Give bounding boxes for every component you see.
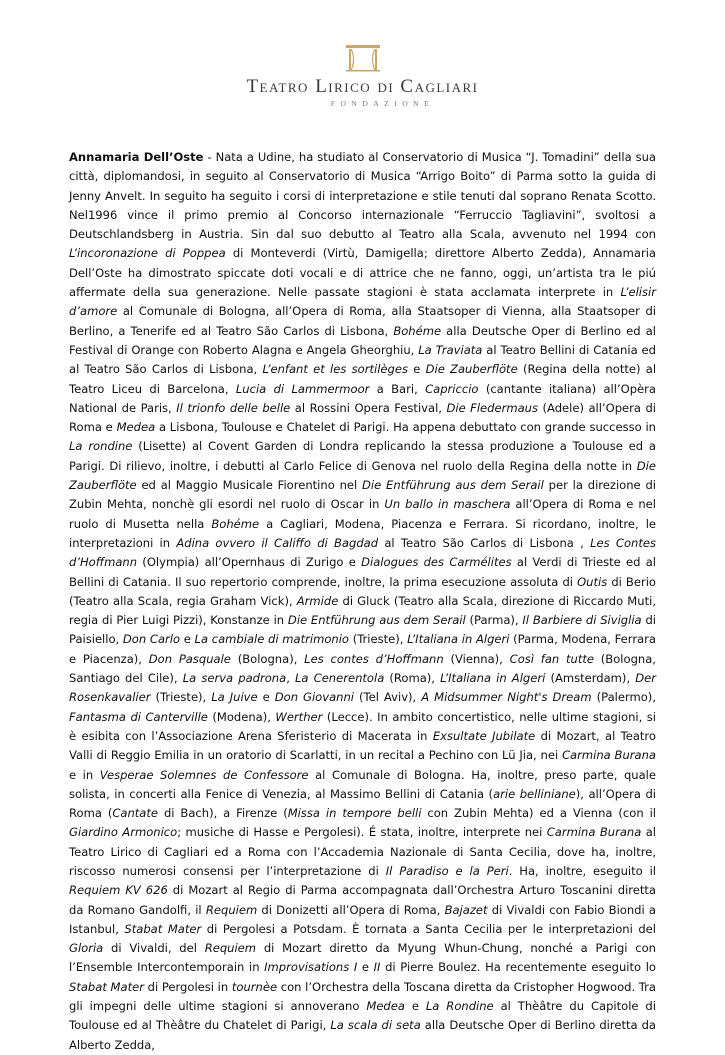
work-title: Improvisations I xyxy=(264,960,358,975)
bio-text: (Bologna), xyxy=(230,651,305,666)
bio-text: di Pergolesi in xyxy=(143,979,232,994)
work-title: Bohéme xyxy=(393,323,442,338)
bio-text: al Teatro São Carlos di Lisbona , xyxy=(378,535,591,550)
work-title: Les Contes d’Hoffmann xyxy=(69,535,656,570)
bio-text: (Tel Aviv), xyxy=(354,690,422,705)
work-title: Stabat Mater xyxy=(124,921,202,936)
bio-text: e xyxy=(257,690,275,705)
work-title: Così fan tutte xyxy=(509,651,595,666)
work-title: Exsultate Jubilate xyxy=(432,728,536,743)
work-title: Don Carlo xyxy=(122,632,181,647)
work-title: Die Zauberflöte xyxy=(69,458,656,493)
bio-text: (Palermo), xyxy=(591,690,656,705)
work-title: Carmina Burana xyxy=(561,748,656,763)
bio-text: di Donizetti all’Opera di Roma, xyxy=(257,902,445,917)
work-title: La serva padrona xyxy=(182,671,287,686)
bio-text: e xyxy=(404,999,426,1014)
work-title: La Rondine xyxy=(425,999,494,1014)
work-title: Die Entführung aus dem Serail xyxy=(287,613,466,628)
bio-text: al Verdi di Trieste ed al Bellini di Catania. Il suo repertorio comprende, inoltre, la prima esecuzione assoluta di xyxy=(69,555,656,589)
work-title: Missa in tempore belli xyxy=(287,806,422,821)
work-title: La cambiale di matrimonio xyxy=(194,632,349,647)
work-title: Requiem xyxy=(204,941,257,956)
work-title: Dialogues des Carmélites xyxy=(361,555,512,570)
work-title: Outis xyxy=(577,574,608,589)
work-title: Medea xyxy=(116,420,156,435)
bio-text: (Adele) all’Opera di Roma e xyxy=(69,400,657,435)
bio-text: di Mozart, al Teatro Valli di Reggio Emilia in un oratorio di Scarlatti, in un recital a Pechino con Lü Jia, nei xyxy=(69,728,656,763)
bio-text: (Trieste), xyxy=(150,690,212,705)
work-title: Bajazet xyxy=(444,902,488,917)
bio-text: al Teatro Bellini di Catania ed al Teatro São Carlos di Lisbona, xyxy=(69,342,656,377)
bio-text: (Amsterdam), xyxy=(545,671,636,686)
bio-text: ed al Maggio Musicale Fiorentino nel xyxy=(136,478,363,493)
work-title: L’elisir d’amore xyxy=(69,285,656,319)
bio-text: (Lisette) al Covent Garden di Londra replicando la stessa produzione a Toulouse ed a Parigi. Di rilievo, inoltre, i debutti al Carlo Felice di Genova nel ruolo della Regina della notte in xyxy=(69,439,656,473)
work-title: Il Paradiso e la Peri xyxy=(385,863,509,878)
biography-paragraph xyxy=(69,148,656,1055)
work-title: Stabat Mater xyxy=(69,979,144,994)
bio-text: al Comunale di Bologna, all’Opera di Roma, alla Staatsoper di Vienna, alla Staatsoper di Berlino, a Tenerife ed al Teatro São Carlos di Lisbona, xyxy=(69,304,656,338)
work-title: Carmina Burana xyxy=(546,825,642,840)
bio-text: al Comunale di Bologna. Ha, inoltre, preso parte, quale solista, in concerti alla Fenice di Venezia, al Massimo Bellini di Catania ( xyxy=(69,767,656,801)
bio-text: al Rossini Opera Festival, xyxy=(290,400,447,415)
bio-text: di Gluck (Teatro alla Scala, direzione di Riccardo Muti, regia di Pier Luigi Pizzi), Konstanze in xyxy=(69,593,656,628)
artist-name: Annamaria Dell’Oste xyxy=(69,150,204,164)
bio-text: ), all’Opera di Roma ( xyxy=(69,786,657,821)
bio-text: con l’Orchestra della Toscana diretta da Cristopher Hogwood. Tra gli impegni delle ultime stagioni si annoverano xyxy=(69,979,656,1014)
bio-text: a Bari, xyxy=(369,381,426,396)
bio-text: , xyxy=(286,671,295,686)
bio-text: e xyxy=(180,632,195,647)
bio-text: di Pierre Boulez. Ha recentemente eseguito lo xyxy=(380,960,656,975)
bio-text: (Regina della notte) al Teatro Liceu di Barcelona, xyxy=(69,362,657,396)
bio-text: - Nata a Udine, ha studiato al Conservatorio di Musica “J. Tomadini” della sua città, diplomandosi, in seguito al Conservatorio di Musica “Arrigo Boito” di Parma sotto la guida di Jenny Anvelt. In seguito ha seguito i corsi di interpretazione e stile tenuti dal soprano Renata Scotto. Nel1996 vince il primo premio al Concorso internazionale “Ferruccio Tagliavini”, svoltosi a Deutschlandsberg in Austria. Sin dal suo debutto al Teatro alla Scala, avvenuto nel 1994 con xyxy=(69,150,657,242)
work-title: tournèe xyxy=(231,979,278,994)
bio-text: al Teatro Lirico di Cagliari ed a Roma con l’Accademia Nazionale di Santa Cecilia, dove ha, inoltre, riscosso numerosi consensi per l’interpretazione di xyxy=(69,825,656,878)
work-title: Werther xyxy=(275,709,323,724)
work-title: Requiem xyxy=(205,902,258,917)
work-title: Cantate xyxy=(112,806,159,821)
work-title: Die Entführung aus dem Serail xyxy=(362,478,544,493)
bio-text: di Bach), a Firenze ( xyxy=(158,806,288,821)
work-title: L’incoronazione di Poppea xyxy=(69,246,226,261)
work-title: La scala di seta xyxy=(330,1018,421,1033)
work-title: Armide xyxy=(296,593,339,608)
work-title: L’Italiana in Algeri xyxy=(440,671,546,686)
bio-text: di Paisiello, xyxy=(69,613,656,647)
work-title: Un ballo in maschera xyxy=(384,497,511,512)
bio-text: di Pergolesi a Potsdam. È tornata a Santa Cecilia per le interpretazioni del xyxy=(201,921,656,936)
work-title: A Midsummer Night's Dream xyxy=(421,690,592,705)
bio-text: (Bologna, Santiago del Cile), xyxy=(69,651,656,686)
work-title: Requiem KV 626 xyxy=(69,883,168,898)
work-title: Il trionfo delle belle xyxy=(176,400,291,415)
bio-text: con Zubin Mehta) ed a Vienna (con il xyxy=(421,806,656,821)
work-title: Vesperae Solemnes de Confessore xyxy=(99,767,309,782)
bio-text: (Olympia) all’Opernhaus di Zurigo e xyxy=(137,555,362,570)
work-title: Don Pasquale xyxy=(148,651,231,666)
bio-text: di Vivaldi con Fabio Biondi a Istanbul, xyxy=(69,902,657,936)
logo-subtitle: FONDAZIONE xyxy=(330,99,435,108)
bio-text: ; musiche di Hasse e Pergolesi). É stata, inoltre, interprete nei xyxy=(177,825,547,840)
work-title: Gloria xyxy=(69,941,104,956)
work-title: Les contes d’Hoffmann xyxy=(304,651,444,666)
work-title: La rondine xyxy=(69,439,133,454)
bio-text: alla Deutsche Oper di Berlino diretta da Alberto Zedda, xyxy=(69,1018,656,1052)
logo-title: Teatro Lirico di Cagliari xyxy=(246,76,479,97)
bio-text: e xyxy=(357,960,374,975)
bio-text: di Mozart al Regio di Parma accompagnata dall’Orchestra Arturo Toscanini diretta da Romano Gandolfi, il xyxy=(69,883,657,917)
theatre-stage-icon xyxy=(345,44,381,72)
work-title: Medea xyxy=(366,999,405,1014)
bio-text: di Mozart diretto da Myung Whun-Chung, nonché a Parigi con l’Ensemble Intercontemporain in xyxy=(69,941,656,975)
bio-text: a Lisbona, Toulouse e Chatelet di Parigi. Ha appena debuttato con grande successo in xyxy=(155,420,656,435)
bio-text: per la direzione di Zubin Mehta, nonchè gli esordi nel ruolo di Oscar in xyxy=(69,478,656,512)
work-title: Bohéme xyxy=(211,516,260,531)
bio-text: (Parma), xyxy=(465,613,523,628)
work-title: Fantasma di Canterville xyxy=(69,709,208,724)
work-title: La Juive xyxy=(211,690,258,705)
bio-text: (Lecce). In ambito concertistico, nelle ultime stagioni, si è esibita con l’Associazione Arena Sferisterio di Macerata in xyxy=(69,709,656,743)
bio-text: e xyxy=(407,362,426,377)
work-title: arie belliniane xyxy=(493,786,576,801)
bio-text: di Monteverdi (Virtù, Damigella; direttore Alberto Zedda), Annamaria Dell’Oste ha dimostrato spiccate doti vocali e di attrice che ne fanno, oggi, un’artista tra le piú affermate della sua generazione. Nelle passate stagioni è stata acclamata interprete in xyxy=(69,246,656,300)
bio-text: . Ha, inoltre, eseguito il xyxy=(508,863,657,878)
work-title: La Cenerentola xyxy=(295,671,385,686)
work-title: L’Italiana in Algeri xyxy=(407,632,510,647)
work-title: II xyxy=(373,960,381,975)
work-title: Capriccio xyxy=(425,381,479,396)
bio-text: al Thèâtre du Capitole di Toulouse ed al Thèâtre du Chatelet di Parigi, xyxy=(69,999,656,1033)
bio-text: a Cagliari, Modena, Piacenza e Ferrara. Si ricordano, inoltre, le interpretazioni in xyxy=(69,516,657,550)
bio-text: e in xyxy=(69,767,100,782)
bio-text: (Trieste), xyxy=(349,632,408,647)
bio-text: di Berio (Teatro alla Scala, regia Graham Vick), xyxy=(69,574,656,608)
work-title: Der Rosenkavalier xyxy=(69,671,656,705)
work-title: Lucia di Lammermoor xyxy=(235,381,370,396)
bio-text: di Vivaldi, del xyxy=(103,941,205,956)
work-title: L’enfant et les sortilèges xyxy=(262,362,408,377)
bio-text: all’Opera di Roma e nel ruolo di Musetta nella xyxy=(69,497,656,531)
work-title: Die Zauberflöte xyxy=(425,362,518,377)
work-title: Giardino Armonico xyxy=(69,825,178,840)
theatre-logo xyxy=(0,44,725,108)
bio-text: (Modena), xyxy=(207,709,276,724)
work-title: La Traviata xyxy=(418,342,483,357)
work-title: Adina ovvero il Califfo di Bagdad xyxy=(176,535,379,550)
work-title: Il Barbiere di Siviglia xyxy=(522,613,642,628)
bio-text: (Parma, Modena, Ferrara e Piacenza), xyxy=(69,632,656,666)
work-title: Don Giovanni xyxy=(274,690,355,705)
bio-text: (cantante italiana) all’Opèra National de Paris, xyxy=(69,381,656,415)
bio-text: alla Deutsche Oper di Berlino ed al Festival di Orange con Roberto Alagna e Angela Gheorghiu, xyxy=(69,323,656,357)
work-title: Die Fledermaus xyxy=(446,400,538,415)
bio-text: (Roma), xyxy=(384,671,441,686)
bio-text: (Vienna), xyxy=(443,651,510,666)
